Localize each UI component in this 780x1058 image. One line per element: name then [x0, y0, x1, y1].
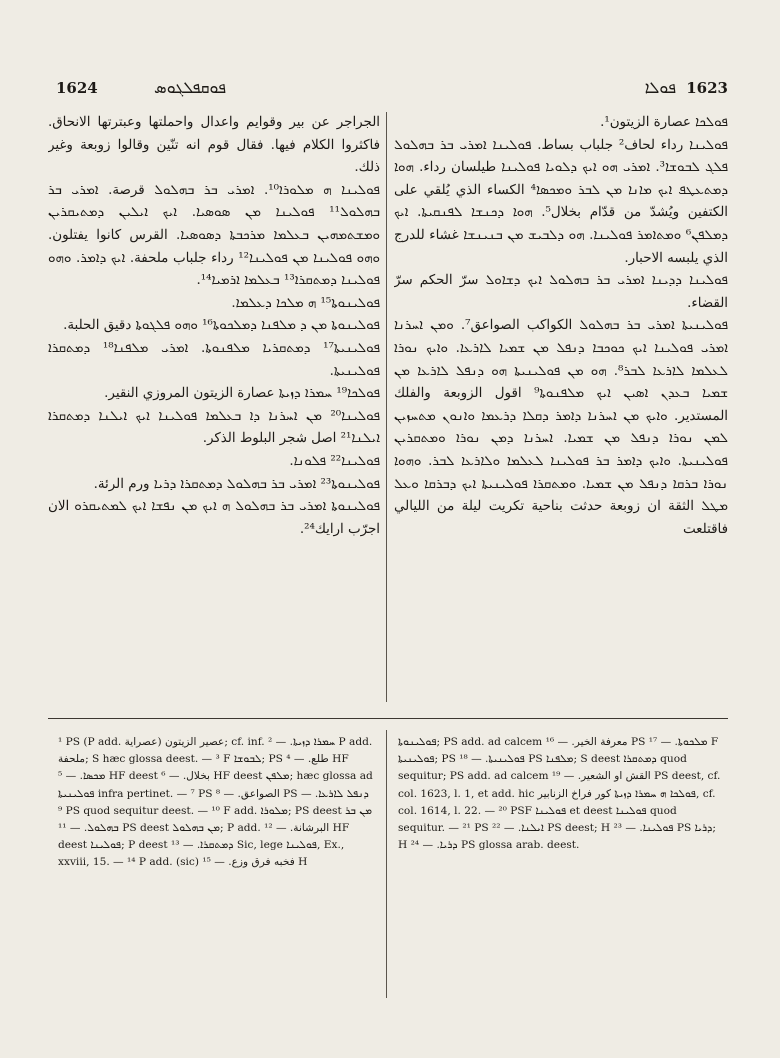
- footnote-divider: [386, 730, 387, 998]
- right-entry: ܦܘܠܟܐ عصارة الزيتون¹.: [600, 115, 728, 130]
- right-entry: ܦܘܠܝܢܐ ܕܕܝܢܐ ܐܡܪܝ ܒܪ ܒܗܠܘܠ ܐܝܟ ܕܫܐܘܠ سرّ الحكم سرّ القضاء.: [394, 273, 728, 311]
- right-column: [394, 112, 728, 712]
- left-entry: ܦܘܠܝܢܐ²⁰ ܡܢ ܐܚܪܢܐ ܕܐ ܒܥܠܡܐ ܦܘܠܝܢܐ ܐܝܟ ܐܝܠܢܐ ܕܡܬܩܪܐ ܐܝܠܢܐ²¹ اصل شجر البلوط الذكر.: [48, 408, 380, 447]
- right-running-head: ܦܘܠܐ: [644, 78, 676, 97]
- left-entry: ܦܘܠܝܢܐ²² ܦܠܘܢܐ.: [289, 453, 380, 469]
- footnote-block: ¹ PS (P add. عصير الزيتون (عصراية; cf. inf. ܚܡܪܐ ܕܙܝܬܐ. — ² P add. ملحفة; S hæc glossa deest. — ³ F ܠܒܘܫܐ; PS طلع. — ⁴ HF ܡܟܣܐ. — ⁵ HF deest بخلال. — ⁶ HF deest ܡܠܦܢ; hæc glossa ad ܦܘܠܝܢܝܬܐ infra pertinet. — ⁷ PS الصواعق. — ⁸ PS ܕܢܦܠ ܠܐܪܥܐ. — ⁹ PS quod sequitur deest. — ¹⁰ F add. ܡܠܘܪܐ; PS deest ܡܢ ܒܪ ܒܗܠܘܠ. — ¹¹ PS deest ܡܢ ܒܗܠܘܠ; P add. البرشانة. — ¹² HF deest ܦܘܠܝܢܐ; P deest ܕܡܬܩܪܐ. — ¹³ Sic, lege ܦܘܠܝܢܐ, Ex., xxviii, 15. — ¹⁴ P add. (sic) فخبه فرق وزع. — ¹⁵ H: [58, 736, 373, 869]
- right-entry: ܦܘܠܝܢܐ رداء لحاف² جلباب بساط. ܦܘܠܝܢܐ ܐܡܪܝ ܒܪ ܒܗܠܘܠ ܦܠܓ ܠܒܘܫܐ³. ܐܡܪܝ ܗܘ ܐܝܟ ܕܠܘܝܐ ܦܘܠܝܢܐ طيلسان رداء. ܗܘܐ ܕܡܬܥܛܦ ܐܝܟ ܡܐܢܐ ܡܢ ܠܒܪ ܘܡܟܣܐ⁴ الكساء الذي يُلقي على الكتفين ويُشدّ من قدّام بخلال⁵. ܗܘܐ ܕܟܢܫܐ ܠܦܢܩܝܬܐ. ܐܝܟ ܕܡܠܦܢ⁶ ܘܡܬܐܡܪ ܦܘܠܝܢܐ. ܗܘ ܕܠܒܝܫ ܡܢ ܒܢܝܢܫܐ غشاء للدرج الذي يلبسه الاحبار.: [394, 137, 728, 266]
- left-entry: ܦܘܠܝܢܘܬܐ ܡܢ ܕ ܡܠܦܢܐ ܕܡܠܟܘܬܐ¹⁶ ܘܗܘ ܦܠܓܘܬܐ دقيق الحلبة.: [63, 318, 380, 334]
- right-page-number: 1623: [686, 79, 728, 97]
- footnote-rule: [48, 718, 728, 719]
- footnotes-right: [398, 734, 722, 1002]
- footnote-block: ܦܘܠܝܢܘܬܐ; PS add. ad calcem معرفة الخير. — ¹⁶ PS ܡܠܟܘܬܐ. — ¹⁷ F ܦܘܠܝܢܝܬܐ; PS ܦܘܠܝܢܝܬܐ. — ¹⁸ PS ܡܠܦܢܐ; S deest ܕܡܬܩܪܐ quod sequitur; PS add. ad calcem القش او الشعير. — ¹⁹ PS deest, cf. col. 1623, l. 1, et add. hic ܦܘܠܟܐ ܗ ܚܡܪܐ ܕܙܝܬܐ كور فراخ الزنابير, cf. col. 1614, l. 22. — ²⁰ PSF ܦܘܠܝܢܐ et deest ܦܘܠܝܢܐ quod sequitur. — ²¹ PS ܐܝܠܢܐ. — ²² PS deest; H ܦܘܠܝܢܐ. — ²³ PS ܕܪܝܐ; H ܕܪܝܐ. — ²⁴ PS glossa arab. deest.: [398, 736, 721, 852]
- footnotes-left: [58, 734, 376, 1002]
- left-entry: ܦܘܠܟܐ¹⁹ ܚܡܪܐ ܕܙܝܬܐ عصارة الزيتون المروزي النقير.: [104, 386, 380, 402]
- left-entry: ܦܘܠܝܢܘܬܐ ܐܡܪܝ ܒܪ ܒܗܠܘܠ ܗ ܐܝܟ ܡܢ ܢܦܫܐ ܐܝܟ ܠܡܬܝܩܪܘ الان اجرّب ارايك²⁴.: [48, 499, 380, 537]
- left-entry: ܦܘܠܝܢܘܬܐ²³ ܐܡܪܝ ܒܪ ܒܗܠܘܠ ܕܡܬܩܪܐ ܕܪܝܐ ورم الرئة.: [93, 476, 380, 492]
- left-column: [48, 112, 380, 712]
- left-running-head: ܦܘܩܦܠܓܘܣ: [154, 78, 227, 97]
- left-entry: الجراجر عن بير وقوايم واعدال واحملتها وعبترتها الانحاق. فاكثروا الكلام فيها. فقال قوم انه تنّين وقالوا زوبعة وغير ذلك.: [48, 115, 380, 176]
- left-entry: ܦܘܠܝܢܘܬܐ¹⁵ ܗ ܡܠܟܐ ܕܥܠܡܐ.: [231, 295, 380, 311]
- column-divider: [386, 112, 387, 702]
- page-header: [56, 78, 728, 102]
- left-page-number: 1624: [56, 79, 98, 97]
- left-entry: ܦܘܠܝܢܝܬܐ¹⁷ ܕܡܬܩܪܝܐ ܡܠܦܢܘܬܐ. ܐܡܪܝ ܡܠܦܢܐ¹⁸ ܕܡܬܩܪܐ ܦܘܠܝܢܝܬܐ.: [48, 340, 380, 379]
- right-entry: ܦܘܠܝܢܝܬܐ ܐܡܪܝ ܒܪ ܒܗܠܘܠ الكواكب الصواعق⁷. ܘܡܢ ܐܚܪܢܐ ܐܡܪܝ ܦܘܠܝܢܐ ܐܝܟ ܟܘܟܒܐ ܕܢܦܠ ܡܢ ܫܡܝܐ ܠܐܪܥܐ. ܘܐܝܟ ܢܘܪܐ ܠܥܠܡܐ ܠܐܪܥܐ ܠܒܪ⁸. ܗܘ ܡܢ ܦܘܠܝܢܝܬܐ ܗܘ ܕܢܦܠ ܠܐܪܥܐ ܡܢ ܫܡܝܐ ܒܥܕܢ ܐܣܝܢ ܐܝܟ ܡܠܦܢܘܬܐ⁹ اقول الزوبعة والفلك المستدير. ܘܐܝܟ ܡܢ ܐܚܪܢܐ ܕܐܡܪ ܕܩܠܐ ܕܪܥܡܐ ܘܐܢܘܢ ܡܬܚܙܝܢ ܠܡܢ ܢܘܪܐ ܕܢܦܠ ܡܢ ܫܡܝܐ. ܐܚܪܢܐ ܕܡܢ ܢܘܪܐ ܘܡܬܩܪܝܢ ܦܘܠܝܢܝܬܐ. ܘܐܝܟ ܕܐܡܪ ܒܪ ܦܘܠܝܢܐ ܠܥܠܡܐ ܘܠܐܪܥܐ ܠܒܪ. ܘܗܘܐ ܢܘܪܐ ܒܪܩܐ ܕܢܦܠ ܡܢ ܫܡܝܐ. ܘܡܬܩܪܐ ܦܘܠܝܢܝܬܐ ܐܝܟ ܕܒܪܩܐ ܘܥܠ ܡܛܠ الثقة ان زوبعة حدثت بناحية تكريت ليلة من الليالي فاقتلعت: [394, 318, 728, 537]
- left-entry: ܦܘܠܝܢܐ ܗ ܡܠܘܪܐ¹⁰. ܐܡܪܝ ܒܪ ܒܗܠܘܠ قرصة. ܐܡܪܝ ܒܪ ܒܗܠܘܠ¹¹ ܦܘܠܝܢܐ ܡܢ ܣܘܣܝܐ. ܐܝܟ ܐܝܠܝܢ ܕܡܬܝܩܪܝܢ ܘܡܫܬܡܗܝܢ ܒܥܠܡܐ ܡܪܟܒܬܐ ܕܣܘܣܝܐ. القرس كانوا يفتلون. ܘܗܘ ܦܘܠܝܢܐ ܡܢ ܦܘܠܝܢܐ¹² رداء جلباب ملحفة. ܐܝܟ ܕܐܡܪ. ܘܗܘ ܦܘܠܝܢܐ ܕܡܬܩܪܐ¹³ ܒܥܠܡܐ ܐܪܡܝܐ¹⁴.: [48, 182, 380, 289]
